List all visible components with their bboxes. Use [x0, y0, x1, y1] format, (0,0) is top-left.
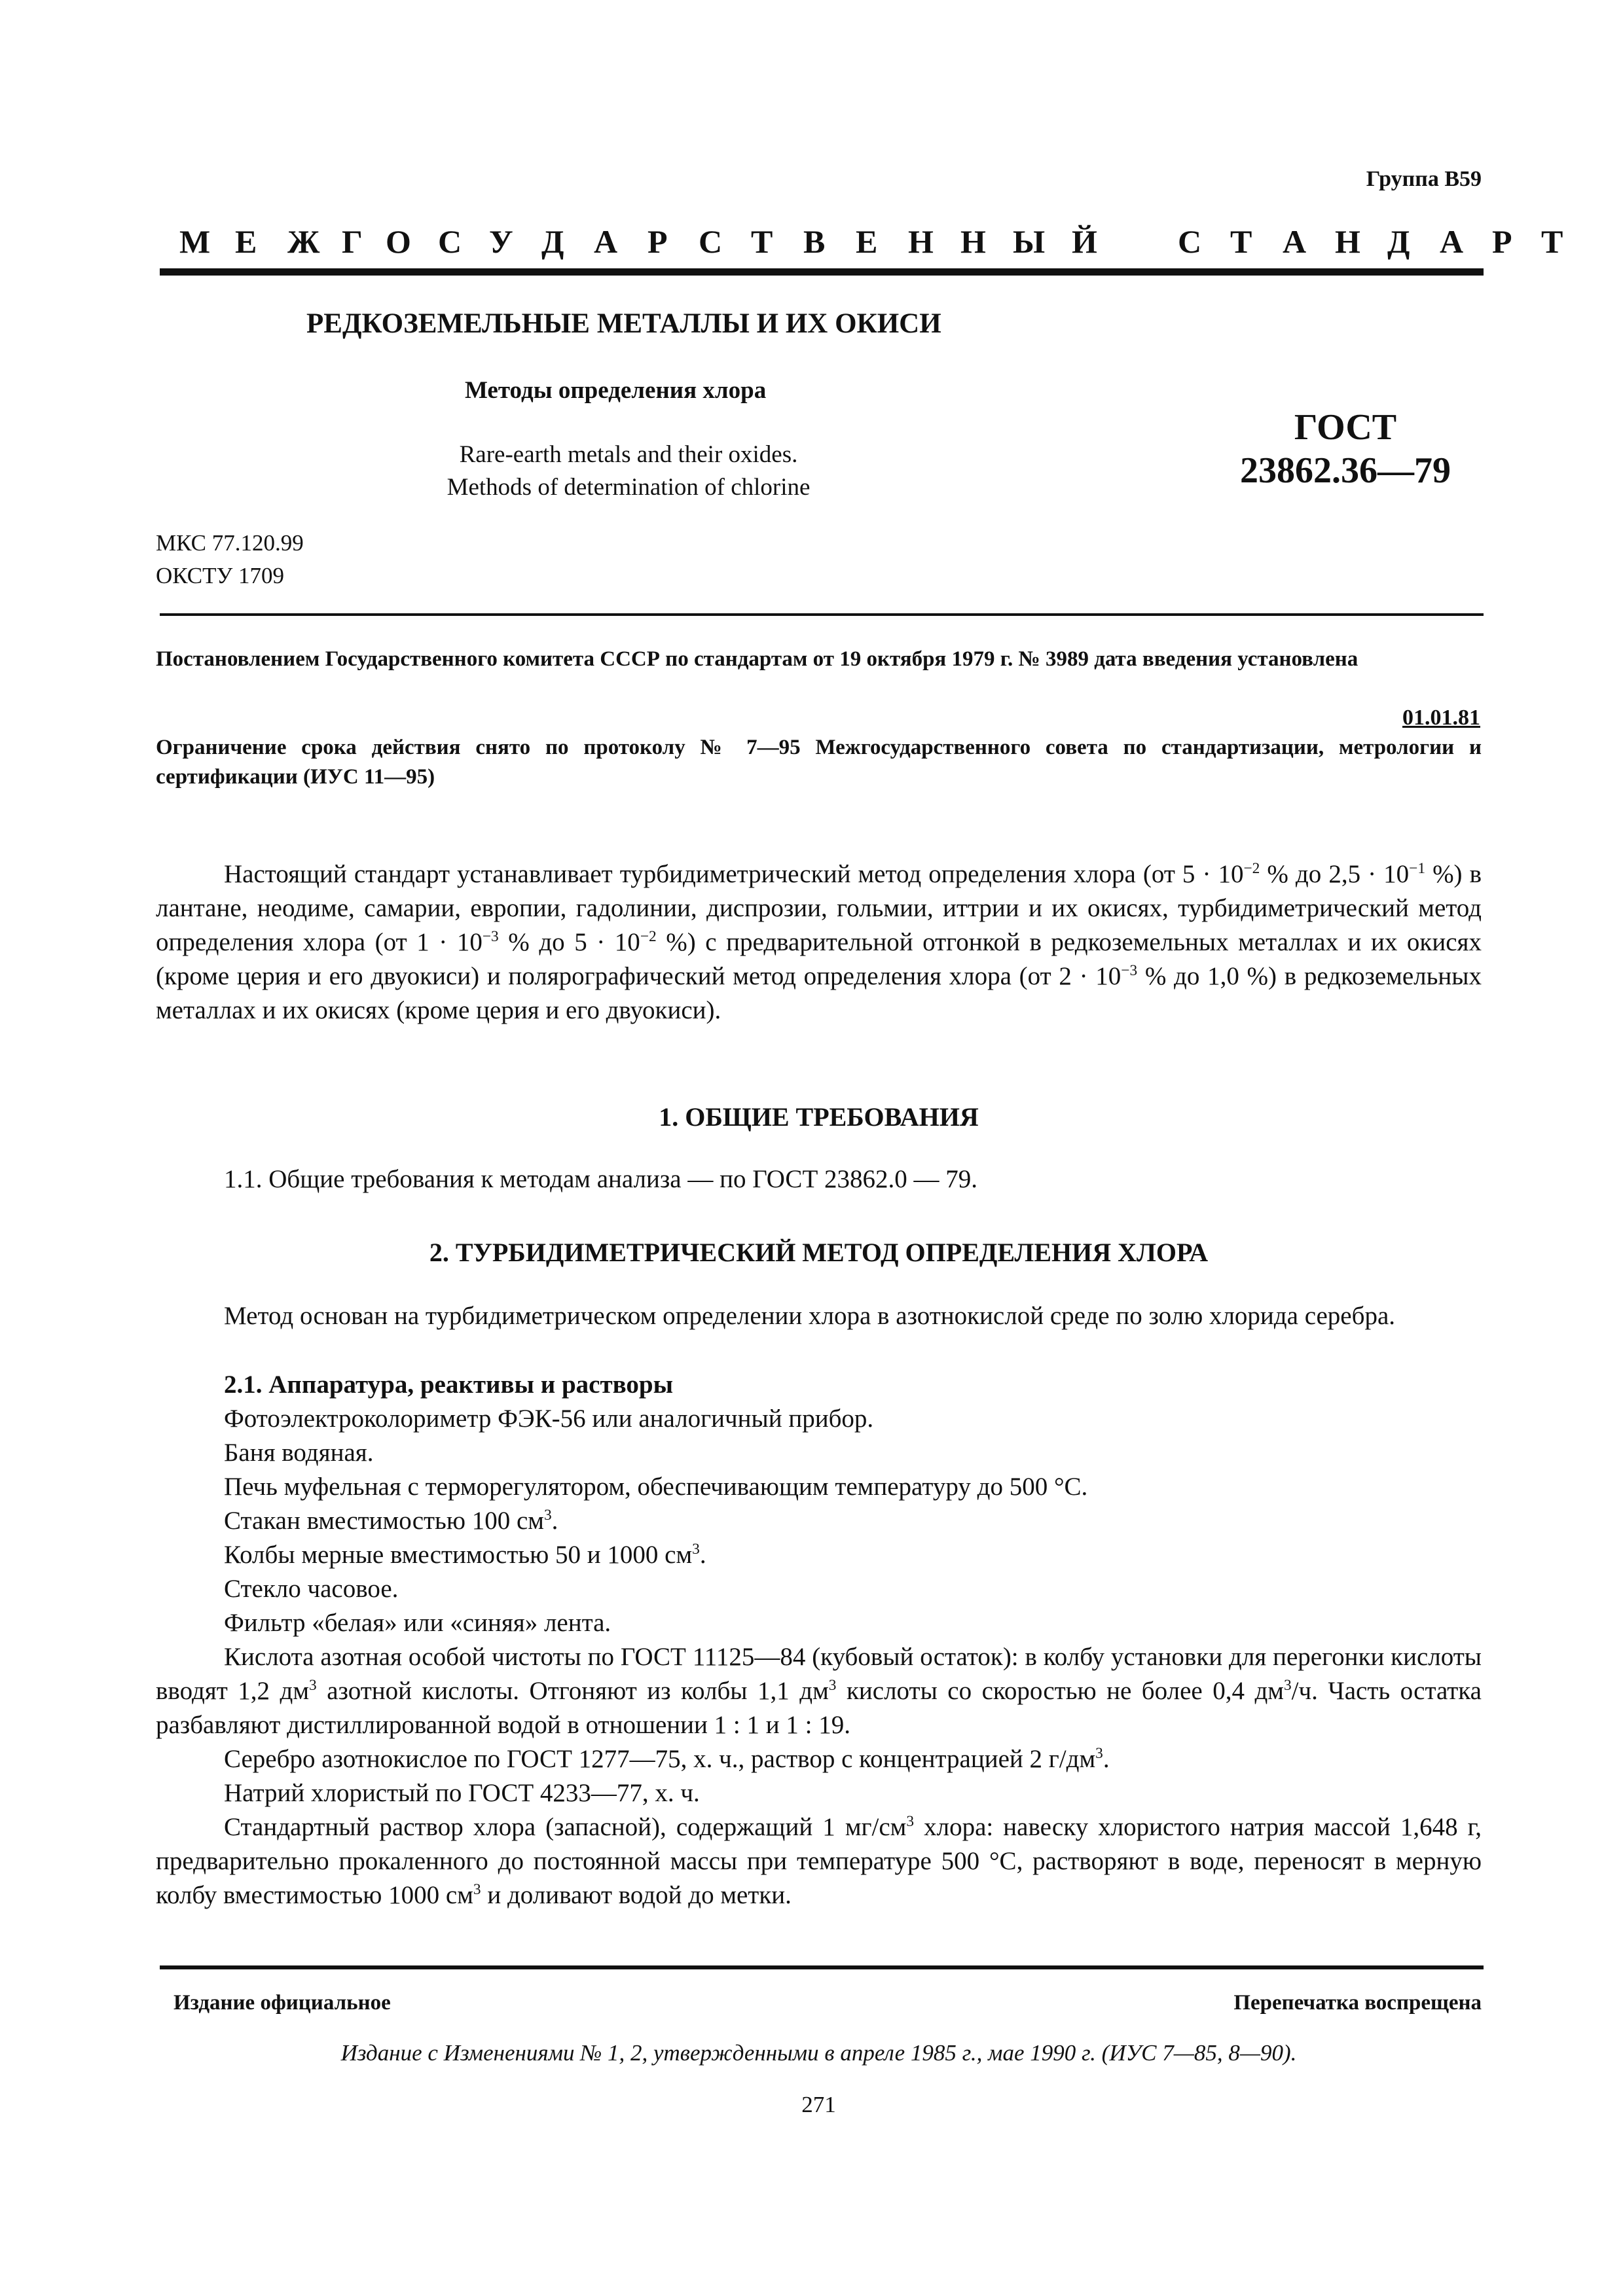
- classification-codes: [156, 527, 304, 592]
- header-letter: А: [1440, 223, 1464, 260]
- text: Серебро азотнокислое по ГОСТ 1277—75, х. ч., раствор с концентрацией 2 г/дм: [224, 1745, 1096, 1773]
- exponent: 3: [473, 1881, 481, 1898]
- exponent: 3: [828, 1677, 837, 1694]
- section-intro: Метод основан на турбидиметрическом определении хлора в азотнокислой среде по золю хлорида серебра.: [224, 1302, 1396, 1330]
- exponent: 3: [1283, 1677, 1292, 1694]
- header-letter: С: [438, 223, 462, 260]
- header-letter: Н: [908, 223, 934, 260]
- reprint-prohibited-label: Перепечатка воспрещена: [1233, 1991, 1482, 2015]
- section-heading: 1. ОБЩИЕ ТРЕБОВАНИЯ: [659, 1102, 979, 1132]
- header-letter: Й: [1072, 223, 1097, 260]
- reagent-nitric-acid: [156, 1640, 1482, 1742]
- exponent: −1: [1409, 860, 1426, 877]
- intro-date: 01.01.81: [1402, 706, 1480, 730]
- reagent-sodium-chloride: Натрий хлористый по ГОСТ 4233—77, х. ч.: [224, 1779, 700, 1807]
- list-item: [156, 1538, 1482, 1572]
- header-letter: У: [489, 223, 513, 260]
- exponent: 3: [543, 1507, 552, 1524]
- page-number: 271: [801, 2092, 836, 2117]
- list-item: Печь муфельная с терморегулятором, обеспечивающим температуру до 500 °С.: [224, 1473, 1088, 1501]
- english-title-line: Methods of determination of chlorine: [447, 474, 811, 501]
- text: азотной кислоты. Отгоняют из колбы 1,1 дм: [316, 1677, 829, 1705]
- list-item: Стекло часовое.: [224, 1575, 399, 1603]
- header-letter: Д: [541, 223, 564, 260]
- list-item: Фотоэлектроколориметр ФЭК-56 или аналогичный прибор.: [224, 1405, 874, 1433]
- limit-removed-text: Ограничение срока действия снято по протоколу № 7—95 Межгосударственного совета по стандартизации, метрологии и сертификации (ИУС 11—95): [156, 736, 1482, 789]
- exponent: −3: [1121, 962, 1138, 979]
- standard-solution: [156, 1810, 1482, 1912]
- header-letter: Т: [1541, 223, 1563, 260]
- decree-text: Постановлением Государственного комитета СССР по стандартам от 19 октября 1979 г. № 3989 дата введения установлена: [156, 647, 1359, 671]
- document-subtitle: Методы определения хлора: [465, 377, 767, 404]
- english-title: [367, 439, 890, 504]
- text: % до 1,0 %) в редкоземельных металлах и их окисях (кроме церия и его двуокиси).: [156, 962, 1482, 1024]
- text: Колбы мерные вместимостью 50 и 1000 см: [224, 1541, 693, 1569]
- mks-code: МКС 77.120.99: [156, 530, 304, 556]
- intro-paragraph: [156, 857, 1482, 1028]
- header-letter: С: [1178, 223, 1202, 260]
- header-letter: Т: [751, 223, 773, 260]
- text: кислоты со скоростью не более 0,4 дм: [836, 1677, 1284, 1705]
- okstu-code: ОКСТУ 1709: [156, 563, 285, 588]
- exponent: −2: [640, 928, 657, 945]
- header-letter: О: [386, 223, 411, 260]
- divider: [160, 613, 1484, 616]
- gost-number: 23862.36—79: [1240, 450, 1451, 491]
- text: .: [1103, 1745, 1110, 1773]
- gost-label: ГОСТ: [1294, 407, 1397, 448]
- text: .: [699, 1541, 706, 1569]
- text: Настоящий стандарт устанавливает турбидиметрический метод определения хлора (от 5 · 10: [224, 860, 1244, 888]
- header-letter: Р: [647, 223, 668, 260]
- header-letter: Е: [235, 223, 257, 260]
- text: % до 2,5 · 10: [1260, 860, 1410, 888]
- footer-rule: [160, 1965, 1484, 1969]
- text: %) с предварительной отгонкой в редкоземельных металлах и их окисях (кроме церия и его двуокиси) и полярографический метод определения хлора (от 2 · 10: [156, 928, 1482, 990]
- header-letter: Г: [342, 223, 363, 260]
- text: Кислота азотная особой чистоты по ГОСТ 11125—84 (кубовый остаток): в колбу установки для перегонки кислоты вводят 1,2 дм: [156, 1643, 1482, 1705]
- header-letter: Н: [960, 223, 986, 260]
- header-letter: С: [699, 223, 723, 260]
- document-title: РЕДКОЗЕМЕЛЬНЫЕ МЕТАЛЛЫ И ИХ ОКИСИ: [306, 308, 941, 339]
- edition-note: Издание с Изменениями № 1, 2, утвержденными в апреле 1985 г., мае 1990 г. (ИУС 7—85, 8—90).: [340, 2040, 1297, 2066]
- header-letter: М: [179, 223, 211, 260]
- header-letter: Ы: [1013, 223, 1046, 260]
- header-interstate-standard: [160, 223, 1563, 262]
- header-letter: А: [1283, 223, 1307, 260]
- reagent-silver-nitrate: [156, 1742, 1482, 1776]
- header-letter: А: [594, 223, 618, 260]
- header-letter: Т: [1230, 223, 1252, 260]
- official-edition-label: Издание официальное: [173, 1991, 391, 2015]
- header-letter: В: [803, 223, 826, 260]
- exponent: 3: [1095, 1745, 1103, 1762]
- list-item: [156, 1504, 1482, 1538]
- exponent: −3: [482, 928, 499, 945]
- text: % до 5 · 10: [498, 928, 640, 956]
- exponent: 3: [692, 1541, 700, 1558]
- exponent: 3: [309, 1677, 317, 1694]
- section-item: 1.1. Общие требования к методам анализа — по ГОСТ 23862.0 — 79.: [224, 1165, 978, 1193]
- header-rule: [160, 268, 1484, 276]
- text: %) в лантане, неодиме, самарии, европии, гадолинии, диспрозии, гольмии, иттрии и их окисях, турбидиметрический метод определения хлора (от 1 · 10: [156, 860, 1482, 956]
- text: /ч. Часть остатка разбавляют дистиллированной водой в отношении 1 : 1 и 1 : 19.: [156, 1677, 1482, 1739]
- text: Стакан вместимостью 100 см: [224, 1507, 544, 1535]
- header-letter: Д: [1387, 223, 1410, 260]
- english-title-line: Rare-earth metals and their oxides.: [459, 441, 798, 468]
- group-label: Группа В59: [1366, 167, 1482, 191]
- list-item: Баня водяная.: [224, 1439, 374, 1467]
- header-letter: Р: [1492, 223, 1512, 260]
- text: .: [551, 1507, 558, 1535]
- header-letter: Ж: [287, 223, 320, 260]
- exponent: −2: [1243, 860, 1260, 877]
- gost-designation: [1205, 406, 1486, 492]
- header-letter: Н: [1335, 223, 1360, 260]
- subsection-heading: 2.1. Аппаратура, реактивы и растворы: [224, 1371, 674, 1399]
- list-item: Фильтр «белая» или «синяя» лента.: [224, 1609, 611, 1637]
- text: и доливают водой до метки.: [481, 1881, 792, 1909]
- text: хлора: навеску хлористого натрия массой 1,648 г, предварительно прокаленного до постоянной массы при температуре 500 °С, растворяют в воде, переносят в мерную колбу вместимостью 1000 см: [156, 1813, 1482, 1909]
- section-heading: 2. ТУРБИДИМЕТРИЧЕСКИЙ МЕТОД ОПРЕДЕЛЕНИЯ ХЛОРА: [429, 1238, 1209, 1267]
- text: Стандартный раствор хлора (запасной), содержащий 1 мг/см: [224, 1813, 907, 1841]
- exponent: 3: [906, 1813, 915, 1830]
- header-letter: Е: [856, 223, 878, 260]
